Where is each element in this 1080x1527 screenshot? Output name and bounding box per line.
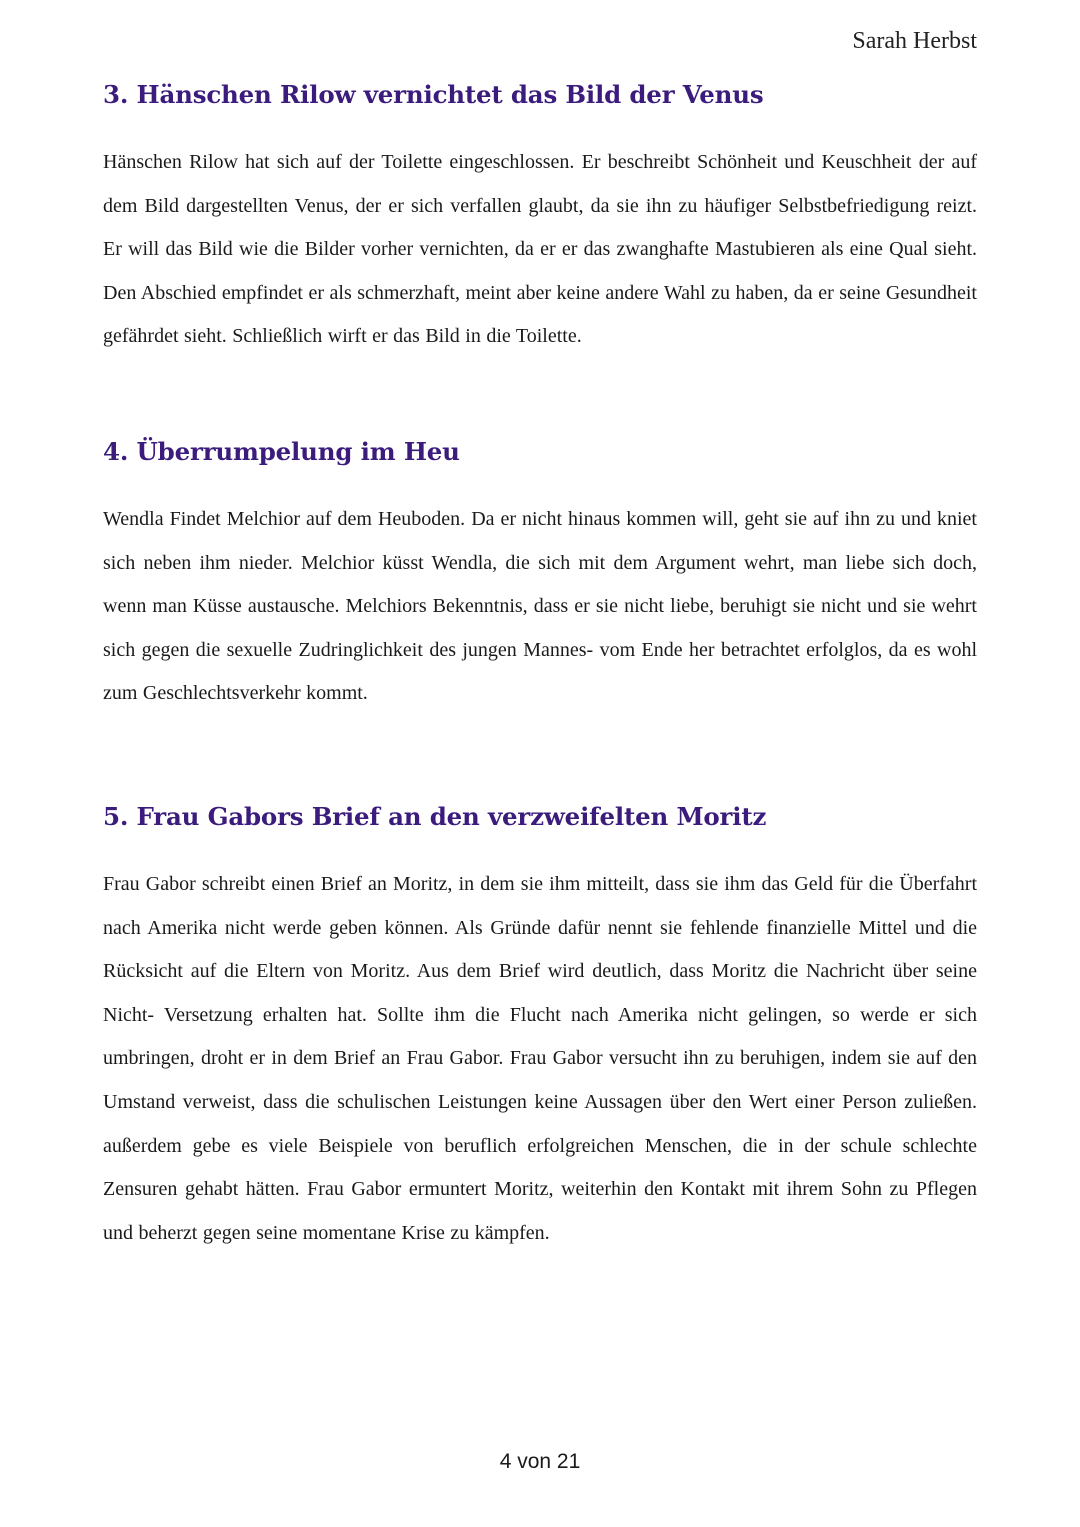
author-name: Sarah Herbst [852,28,977,54]
section-paragraph: Hänschen Rilow hat sich auf der Toilette eingeschlossen. Er beschreibt Schönheit und Keuschheit der auf dem Bild dargestellten Venus, der er sich verfallen glaubt, da sie ihn zu häufiger Selbstbefriedigung reizt. Er will das Bild wie die Bilder vorher vernichten, da er er das zwanghafte Mastubieren als eine Qual sieht. Den Abschied empfindet er als schmerzhaft, meint aber keine andere Wahl zu haben, da er seine Gesundheit gefährdet sieht. Schließlich wirft er das Bild in die Toilette. [103,151,977,348]
section-heading: 3. Hänschen Rilow vernichtet das Bild der Venus [103,80,764,109]
section-3 [103,80,977,359]
section-paragraph: Frau Gabor schreibt einen Brief an Moritz, in dem sie ihm mitteilt, dass sie ihm das Geld für die Überfahrt nach Amerika nicht werde geben können. Als Gründe dafür nennt sie fehlende finanzielle Mittel und die Rücksicht auf die Eltern von Moritz. Aus dem Brief wird deutlich, dass Moritz die Nachricht über seine Nicht- Versetzung erhalten hat. Sollte ihm die Flucht nach Amerika nicht gelingen, so werde er sich umbringen, droht er in dem Brief an Frau Gabor. Frau Gabor versucht ihn zu beruhigen, indem sie auf den Umstand verweist, dass die schulischen Leistungen keine Aussagen über den Wert einer Person zuließen. außerdem gebe es viele Beispiele von beruflich erfolgreichen Menschen, die in der schule schlechte Zensuren gehabt hätten. Frau Gabor ermuntert Moritz, weiterhin den Kontakt mit ihrem Sohn zu Pflegen und beherzt gegen seine momentane Krise zu kämpfen. [103,873,977,1244]
section-4 [103,437,977,716]
section-5 [103,802,977,1255]
section-heading: 4. Überrumpelung im Heu [103,437,460,466]
section-paragraph: Wendla Findet Melchior auf dem Heuboden. Da er nicht hinaus kommen will, geht sie auf ihn zu und kniet sich neben ihm nieder. Melchior küsst Wendla, die sich mit dem Argument wehrt, man liebe sich doch, wenn man Küsse austausche. Melchiors Bekenntnis, dass er sie nicht liebe, beruhigt sie nicht und sie wehrt sich gegen die sexuelle Zudringlichkeit des jungen Mannes- vom Ende her betrachtet erfolglos, da es wohl zum Geschlechtsverkehr kommt. [103,508,977,705]
section-heading: 5. Frau Gabors Brief an den verzweifelten Moritz [103,802,767,831]
page-number: 4 von 21 [499,1450,581,1473]
